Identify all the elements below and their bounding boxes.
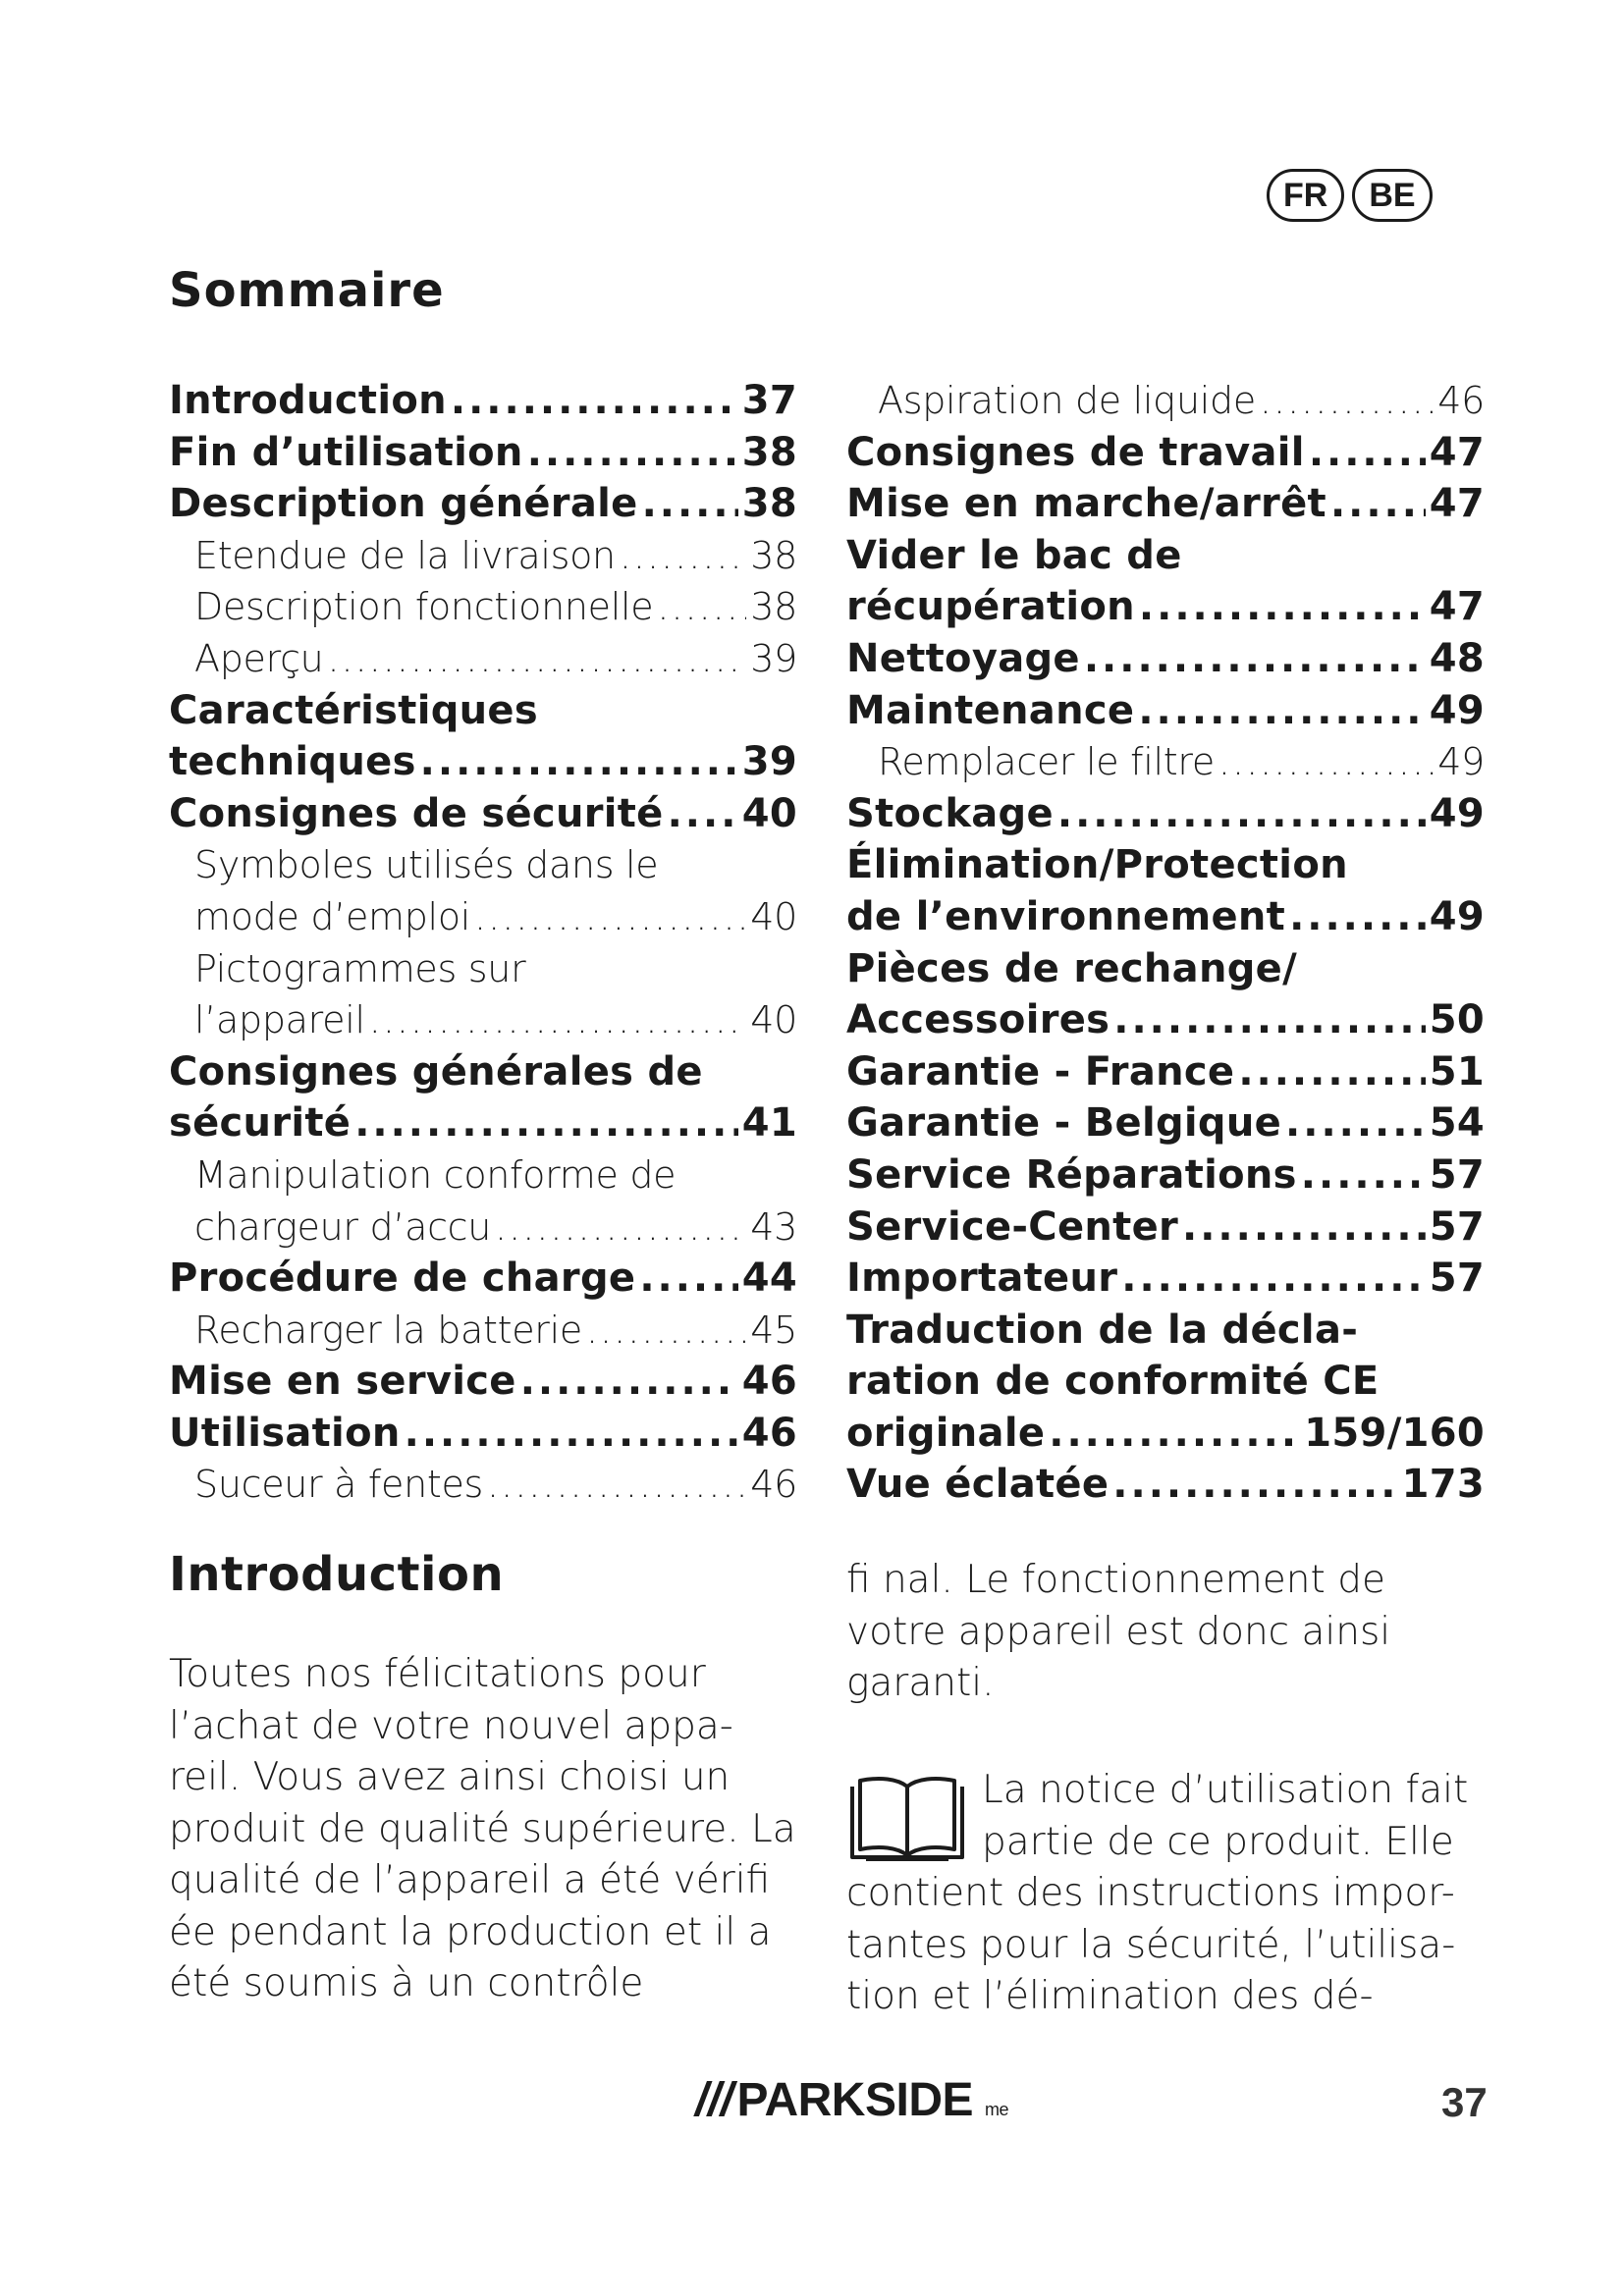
toc-entry-label: Importateur [846, 1255, 1118, 1302]
toc-dot-leader [639, 1253, 737, 1304]
toc-entry-label: Introduction [169, 378, 447, 423]
toc-entry-label: Consignes de sécurité [169, 790, 664, 836]
toc-entry [169, 891, 797, 943]
toc-dot-leader [668, 788, 738, 839]
toc-entry [169, 530, 797, 582]
toc-dot-leader [354, 1097, 738, 1148]
toc-entry-page: 46 [741, 1359, 797, 1405]
toc-entry-label: techniques [169, 739, 416, 785]
toc-entry [846, 1149, 1485, 1201]
toc-entry-page: 46 [1437, 379, 1485, 422]
toc-entry-label: Garantie - Belgique [846, 1100, 1282, 1147]
notice-text: La notice d’utilisation fait partie de ce produit. Elle contient des instructions impor-tantes pour la sécurité, l’utilisa-tion et l’élimination des dé- [846, 1768, 1469, 2018]
notice-paragraph [846, 1765, 1485, 2023]
toc-entry-label: Garantie - France [846, 1048, 1235, 1095]
toc-entry-page: 38 [750, 585, 797, 629]
toc-entry-label: Stockage [846, 790, 1054, 836]
toc-dot-leader [1121, 1253, 1425, 1304]
toc-entry-label: Pièces de rechange/ [846, 945, 1298, 991]
toc-entry-page: 48 [1429, 635, 1485, 681]
toc-entry-label: ration de conformité CE [846, 1359, 1380, 1405]
toc-entry-page: 38 [750, 533, 797, 577]
toc-entry [846, 581, 1485, 633]
toc-entry-label: Traduction de la décla- [846, 1307, 1359, 1353]
toc-entry [169, 1408, 797, 1460]
toc-right-column [846, 375, 1485, 1511]
toc-entry-page: 39 [750, 636, 797, 680]
toc-entry-page: 46 [750, 1463, 797, 1507]
toc-dot-leader [495, 1201, 746, 1253]
toc-entry [169, 736, 797, 788]
toc-entry-label: Nettoyage [846, 635, 1080, 681]
toc-entry [846, 633, 1485, 685]
book-icon [846, 1773, 968, 1867]
toc-dot-leader [1301, 1149, 1426, 1201]
logo-brand: PARKSIDE [736, 2074, 973, 2126]
toc-entry-page: 54 [1429, 1100, 1485, 1147]
logo-slashes: /// [695, 2074, 733, 2126]
toc-entry-label: sécurité [169, 1100, 352, 1147]
page-number: 37 [1441, 2079, 1488, 2125]
toc-entry [169, 1459, 797, 1511]
toc-dot-leader [1285, 1097, 1426, 1148]
toc-entry-page: 47 [1429, 584, 1485, 630]
parkside-logo [695, 2073, 1008, 2127]
toc-entry-label: Pictogrammes sur [194, 946, 526, 990]
toc-entry [846, 1305, 1485, 1357]
toc-dot-leader [520, 1356, 738, 1407]
toc-entry [846, 1201, 1485, 1254]
toc-entry-page: 37 [741, 378, 797, 423]
toc-entry-label: Mise en service [169, 1359, 516, 1405]
toc-entry [846, 839, 1485, 891]
toc-entry-page: 40 [741, 790, 797, 836]
toc-entry-page: 43 [750, 1204, 797, 1249]
toc-entry-label: Description générale [169, 481, 638, 527]
toc-entry-label: Vue éclatée [846, 1462, 1110, 1508]
toc-entry-page: 45 [750, 1308, 797, 1352]
toc-dot-leader [1139, 581, 1426, 632]
toc-dot-leader [1138, 685, 1425, 736]
toc-entry-label: Accessoires [846, 997, 1110, 1043]
toc-entry-page: 57 [1429, 1255, 1485, 1302]
toc-entry-page: 39 [741, 739, 797, 785]
toc-dot-leader [642, 478, 738, 529]
toc-entry [846, 736, 1485, 788]
toc-entry [846, 1253, 1485, 1305]
toc-dot-leader [327, 633, 746, 684]
toc-entry-label: chargeur d’accu [194, 1204, 492, 1249]
intro-paragraph-continued: fi nal. Le fonctionnement de votre appareil est donc ainsi garanti. [846, 1558, 1391, 1705]
toc-dot-leader [451, 375, 738, 426]
toc-entry [169, 633, 797, 685]
toc-entry-page: 50 [1429, 997, 1485, 1043]
toc-entry-label: de l’environnement [846, 893, 1286, 939]
toc-entry [846, 1459, 1485, 1511]
lang-badge-fr: FR [1267, 169, 1344, 222]
toc-entry-label: Caractéristiques [169, 687, 538, 733]
toc-entry [169, 1097, 797, 1149]
toc-entry-label: récupération [846, 584, 1135, 630]
toc-entry-label: originale [846, 1410, 1046, 1456]
toc-entry [846, 375, 1485, 427]
toc-entry-page: 47 [1429, 481, 1485, 527]
toc-entry-label: Consignes de travail [846, 429, 1305, 475]
toc-entry-label: Suceur à fentes [194, 1463, 484, 1507]
toc-entry-page: 159/160 [1304, 1410, 1485, 1456]
toc-entry-label: Consignes générales de [169, 1048, 703, 1095]
toc-dot-leader [1218, 736, 1434, 787]
toc-entry-page: 57 [1429, 1151, 1485, 1198]
toc-dot-leader [1112, 1459, 1397, 1510]
toc-entry-label: Description fonctionnelle [194, 585, 654, 629]
toc-entry-label: Fin d’utilisation [169, 429, 523, 475]
toc-dot-leader [1182, 1201, 1426, 1253]
toc-entry [846, 788, 1485, 840]
toc-entry [846, 994, 1485, 1046]
toc-entry-label: Vider le bac de [846, 532, 1182, 578]
logo-suffix: me [985, 2100, 1009, 2119]
toc-dot-leader [1330, 478, 1426, 529]
toc-title: Sommaire [169, 263, 445, 318]
toc-dot-leader [1057, 788, 1426, 839]
toc-entry-page: 49 [1437, 740, 1485, 784]
toc-entry [846, 943, 1485, 995]
toc-entry-page: 46 [741, 1410, 797, 1456]
toc-entry-label: Service Réparations [846, 1151, 1297, 1198]
toc-dot-leader [586, 1305, 746, 1356]
toc-dot-leader [527, 427, 738, 478]
toc-entry-label: Aspiration de liquide [878, 379, 1256, 422]
lang-badge-be: BE [1352, 169, 1432, 222]
toc-entry [169, 375, 797, 427]
toc-entry-label: mode d’emploi [194, 894, 471, 938]
toc-dot-leader [405, 1408, 738, 1459]
toc-entry-page: 40 [750, 998, 797, 1042]
toc-entry [846, 1097, 1485, 1149]
toc-entry-label: l’appareil [194, 998, 365, 1042]
toc-entry-label: Élimination/Protection [846, 842, 1348, 888]
intro-paragraph: Toutes nos félicitations pour l’achat de votre nouvel appa-reil. Vous avez ainsi choisi un produit de qualité supérieure. La qualité de l’appareil a été vérifi ée pendant la production et il a été soumis à un contrôle [169, 1652, 796, 2005]
toc-entry [169, 1046, 797, 1098]
toc-dot-leader [420, 736, 738, 787]
toc-dot-leader [474, 891, 746, 942]
toc-entry-page: 41 [741, 1100, 797, 1147]
toc-dot-leader [1113, 994, 1425, 1045]
toc-entry-label: Etendue de la livraison [194, 533, 616, 577]
toc-entry [169, 1149, 797, 1201]
toc-entry-label: Symboles utilisés dans le [194, 843, 659, 887]
toc-entry [169, 685, 797, 737]
toc-entry [169, 1305, 797, 1357]
toc-entry [846, 427, 1485, 479]
toc-dot-leader [1309, 427, 1426, 478]
toc-entry [846, 530, 1485, 582]
toc-entry-page: 49 [1429, 790, 1485, 836]
toc-entry [169, 839, 797, 891]
toc-entry [169, 1201, 797, 1254]
toc-dot-leader [1049, 1408, 1300, 1459]
toc-dot-leader [1289, 891, 1426, 942]
toc-entry-page: 49 [1429, 893, 1485, 939]
toc-dot-leader [1084, 633, 1426, 684]
toc-entry-page: 40 [750, 894, 797, 938]
toc-entry-label: Maintenance [846, 687, 1135, 733]
toc-dot-leader [487, 1459, 746, 1510]
toc-entry-page: 51 [1429, 1048, 1485, 1095]
toc-entry [169, 427, 797, 479]
toc-entry [846, 891, 1485, 943]
toc-entry-label: Recharger la batterie [194, 1308, 582, 1352]
toc-entry-page: 57 [1429, 1203, 1485, 1250]
toc-entry-page: 38 [741, 481, 797, 527]
toc-dot-leader [657, 581, 746, 632]
toc-entry-label: Aperçu [194, 636, 324, 680]
toc-entry [846, 685, 1485, 737]
toc-dot-leader [1238, 1046, 1425, 1097]
toc-entry-label: Utilisation [169, 1410, 401, 1456]
toc-entry [169, 1253, 797, 1305]
toc-left-column [169, 375, 797, 1511]
toc-entry [846, 1356, 1485, 1408]
language-badges [1267, 169, 1433, 222]
toc-entry-label: Remplacer le filtre [878, 740, 1215, 784]
toc-entry-label: Manipulation conforme de [194, 1152, 677, 1197]
toc-dot-leader [620, 530, 746, 581]
toc-entry-page: 47 [1429, 429, 1485, 475]
toc-entry-label: Service-Center [846, 1203, 1179, 1250]
toc-dot-leader [369, 994, 747, 1045]
toc-entry [169, 1356, 797, 1408]
toc-entry [846, 1408, 1485, 1460]
toc-entry [846, 478, 1485, 530]
toc-dot-leader [1260, 375, 1434, 426]
introduction-heading: Introduction [169, 1547, 505, 1602]
toc-entry-page: 38 [741, 429, 797, 475]
toc-entry [169, 788, 797, 840]
toc-entry-page: 49 [1429, 687, 1485, 733]
toc-entry [169, 478, 797, 530]
toc-entry-label: Procédure de charge [169, 1255, 636, 1302]
toc-entry [169, 943, 797, 995]
toc-entry-page: 173 [1401, 1462, 1485, 1508]
toc-entry [169, 994, 797, 1046]
toc-entry-page: 44 [741, 1255, 797, 1302]
toc-entry [846, 1046, 1485, 1098]
toc-entry-label: Mise en marche/arrêt [846, 481, 1326, 527]
toc-entry [169, 581, 797, 633]
